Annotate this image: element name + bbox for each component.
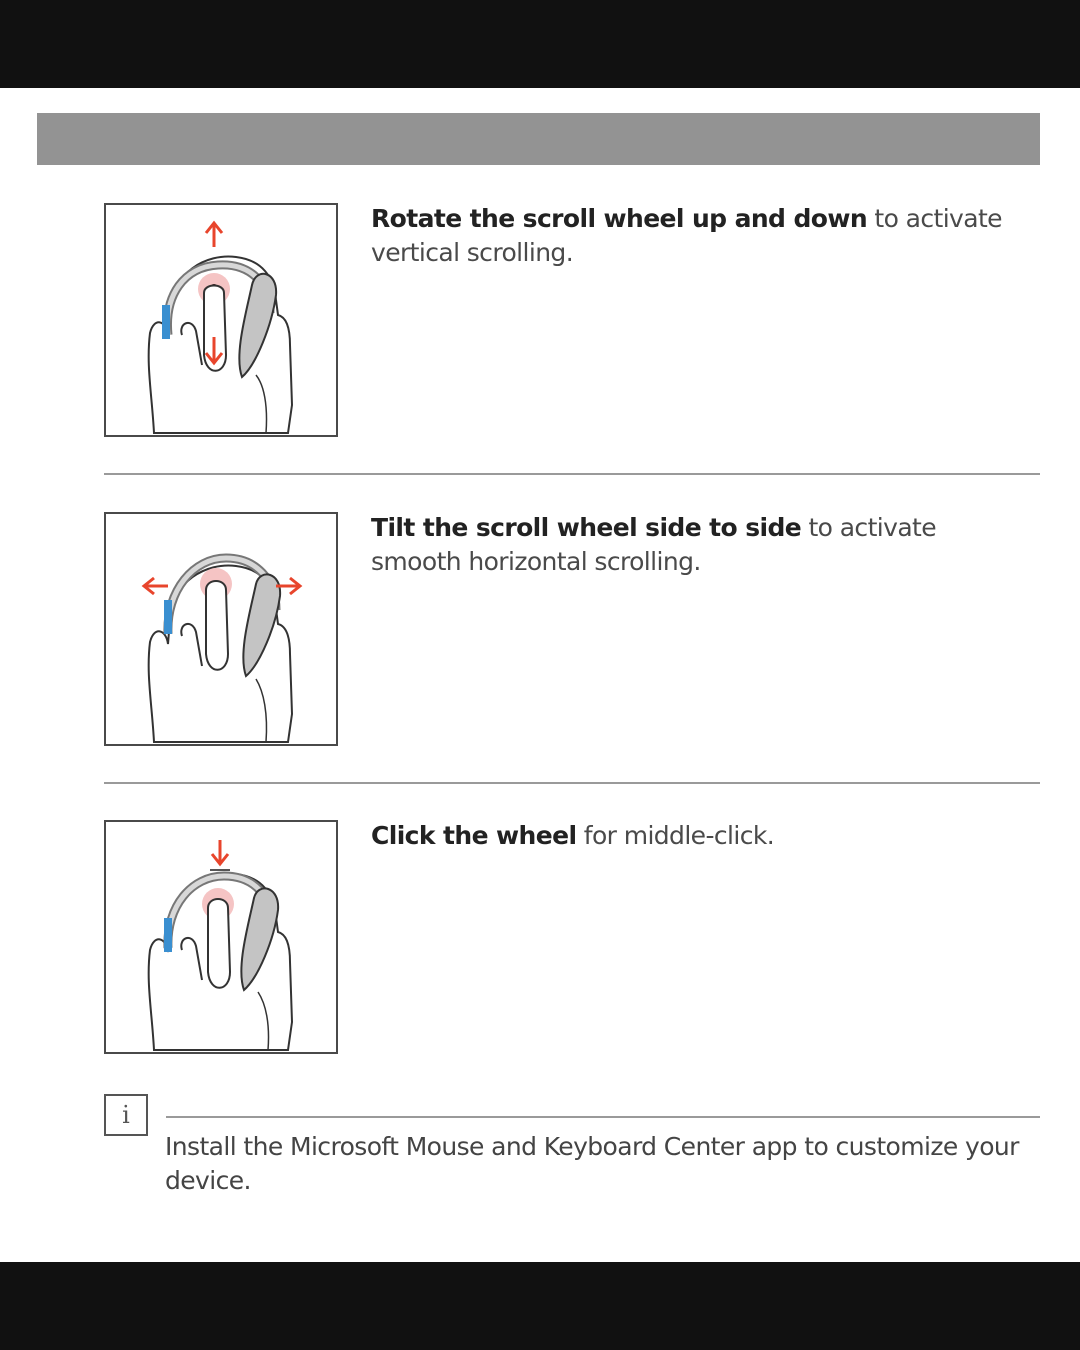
instruction-bold-3: Click the wheel (371, 821, 577, 850)
info-divider (166, 1116, 1040, 1118)
divider-2 (104, 782, 1040, 784)
instruction-bold-2: Tilt the scroll wheel side to side (371, 513, 802, 542)
info-text: Install the Microsoft Mouse and Keyboard Center app to customize your device. (165, 1132, 1019, 1195)
instruction-bold-1: Rotate the scroll wheel up and down (371, 204, 868, 233)
instruction-text-1 (371, 202, 1021, 270)
mouse-tilt-horizontal-illustration (104, 512, 338, 746)
header-bar (37, 113, 1040, 165)
instruction-text-2 (371, 511, 1021, 579)
instruction-text-3 (371, 819, 1021, 853)
manual-page (0, 88, 1080, 1262)
instruction-rest-2: to activate smooth horizontal scrolling. (371, 513, 937, 576)
instruction-rest-3: for middle-click. (576, 821, 775, 850)
mouse-scroll-vertical-illustration (104, 203, 338, 437)
divider-1 (104, 473, 1040, 475)
mouse-wheel-click-illustration (104, 820, 338, 1054)
instruction-rest-1: to activate vertical scrolling. (371, 204, 1002, 267)
info-icon: i (104, 1094, 148, 1136)
